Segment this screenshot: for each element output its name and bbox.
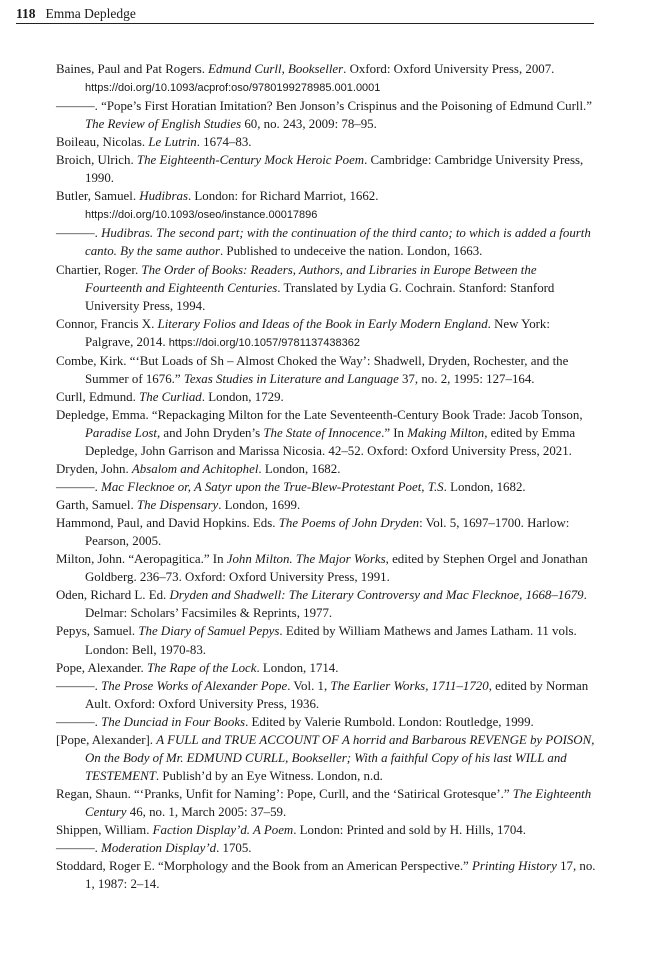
- reference-text: Milton, John. “Aeropagitica.” In: [56, 552, 227, 567]
- work-title: Paradise Lost: [85, 425, 157, 440]
- reference-text: . New York: Palgrave, 2014.: [85, 316, 550, 349]
- work-title: Printing History: [471, 859, 557, 874]
- work-title: Edmund Curll, Bookseller: [208, 62, 344, 76]
- reference-entry: [56, 857, 596, 893]
- reference-entry: [56, 60, 596, 97]
- reference-text: Broich, Ulrich.: [56, 153, 137, 168]
- work-title: The Earlier Works, 1711–1720: [330, 678, 489, 693]
- reference-text: . London, 1682.: [258, 462, 341, 477]
- page-number: 118: [16, 6, 36, 21]
- reference-text: : Vol. 5, 1697–1700. Harlow: Pearson, 2005.: [85, 516, 570, 549]
- reference-entry: [56, 677, 596, 713]
- reference-text: Hammond, Paul, and David Hopkins. Eds.: [56, 516, 279, 531]
- reference-text: Dryden, John.: [56, 462, 132, 477]
- reference-text: . Edited by William Mathews and James Latham. 11 vols. London: Bell, 1970-83.: [85, 624, 577, 657]
- reference-text: ———.: [56, 226, 102, 241]
- reference-text: ———.: [56, 714, 102, 729]
- bibliography-list: [56, 60, 596, 893]
- work-title: The Dunciad in Four Books: [101, 714, 246, 729]
- reference-text: . London: for Richard Marriot, 1662.: [187, 189, 379, 204]
- doi-link[interactable]: https://doi.org/10.1057/9781137438362: [168, 336, 361, 349]
- work-title: Texas Studies in Literature and Language: [183, 371, 399, 386]
- reference-text: . Translated by Lydia G. Cochrain. Stanford: Stanford University Press, 1994.: [85, 280, 555, 313]
- reference-text: Oden, Richard L. Ed.: [56, 588, 170, 603]
- work-title: The Curliad: [139, 389, 202, 404]
- reference-text: Boileau, Nicolas.: [56, 135, 149, 150]
- reference-text: Depledge, Emma. “Repackaging Milton for the Late Seventeenth-Century Book Trade: Jacob Tonson,: [56, 407, 583, 422]
- reference-text: ———.: [56, 480, 102, 495]
- reference-entry: [56, 659, 596, 677]
- work-title: Literary Folios and Ideas of the Book in Early Modern England: [157, 316, 488, 331]
- reference-entry: [56, 496, 596, 514]
- reference-text: 46, no. 1, March 2005: 37–59.: [126, 804, 287, 819]
- reference-text: . London, 1682.: [443, 480, 526, 495]
- reference-text: . Publish’d by an Eye Witness. London, n.d.: [155, 768, 383, 783]
- work-title: The Prose Works of Alexander Pope: [101, 678, 288, 693]
- reference-text: Regan, Shaun. “‘Pranks, Unfit for Naming’: Pope, Curll, and the ‘Satirical Grotesque’.”: [56, 786, 513, 801]
- work-title: John Milton. The Major Works: [226, 552, 386, 567]
- reference-text: Curll, Edmund.: [56, 389, 140, 404]
- reference-text: 17, no. 1, 1987: 2–14.: [85, 859, 596, 892]
- reference-text: Chartier, Roger.: [56, 262, 142, 277]
- reference-text: . 1705.: [216, 841, 252, 856]
- running-title: Emma Depledge: [45, 6, 136, 21]
- work-title: Le Lutrin: [148, 135, 197, 150]
- reference-entry: [56, 315, 596, 352]
- reference-text: Baines, Paul and Pat Rogers.: [56, 62, 209, 76]
- reference-text: . Oxford: Oxford University Press, 2007.: [343, 62, 555, 76]
- work-title: Hudibras. The second part; with the continuation of the third canto; to which is added a fourth canto. By the same author: [85, 226, 591, 259]
- work-title: Absalom and Achitophel: [131, 462, 259, 477]
- reference-text: . London, 1699.: [218, 498, 301, 513]
- reference-entry: [56, 550, 596, 586]
- work-title: The Eighteenth-Century Mock Heroic Poem: [136, 153, 365, 168]
- reference-entry: [56, 713, 596, 731]
- reference-text: ———.: [56, 841, 102, 856]
- work-title: Dryden and Shadwell: The Literary Controversy and Mac Flecknoe, 1668–1679: [169, 588, 584, 603]
- reference-text: . Edited by Valerie Rumbold. London: Routledge, 1999.: [245, 714, 534, 729]
- reference-entry: [56, 478, 596, 496]
- reference-entry: [56, 839, 596, 857]
- reference-entry: [56, 514, 596, 550]
- reference-entry: [56, 388, 596, 406]
- reference-entry: [56, 622, 596, 658]
- reference-text: ———.: [56, 678, 102, 693]
- reference-text: Stoddard, Roger E. “Morphology and the Book from an American Perspective.”: [56, 859, 472, 874]
- reference-entry: [56, 187, 596, 224]
- reference-entry: [56, 586, 596, 622]
- work-title: Hudibras: [139, 189, 188, 204]
- reference-text: . Published to undeceive the nation. London, 1663.: [219, 244, 483, 259]
- reference-text: [Pope, Alexander].: [56, 732, 157, 747]
- reference-text: Pepys, Samuel.: [56, 624, 139, 639]
- reference-entry: [56, 97, 596, 133]
- reference-text: . 1674–83.: [196, 135, 252, 150]
- work-title: Mac Flecknoe or, A Satyr upon the True-Blew-Protestant Poet, T.S: [101, 480, 444, 495]
- work-title: A FULL and TRUE ACCOUNT OF A horrid and Barbarous REVENGE by POISON, On the Body of Mr. EDMUND CURLL, Bookseller; With a faithful Copy of his last WILL and TESTEMENT: [85, 732, 595, 783]
- reference-text: Butler, Samuel.: [56, 189, 140, 204]
- running-header: [16, 5, 594, 24]
- reference-text: .” In: [381, 425, 408, 440]
- doi-link[interactable]: https://doi.org/10.1093/oseo/instance.00017896: [85, 209, 318, 222]
- work-title: The State of Innocence: [263, 425, 382, 440]
- reference-text: . London, 1714.: [256, 660, 339, 675]
- work-title: Moderation Display’d: [101, 841, 217, 856]
- reference-text: . Vol. 1,: [287, 678, 331, 693]
- reference-text: 60, no. 243, 2009: 78–95.: [241, 117, 377, 132]
- reference-text: . London, 1729.: [201, 389, 284, 404]
- reference-entry: [56, 261, 596, 315]
- work-title: Making Milton: [407, 425, 485, 440]
- reference-entry: [56, 151, 596, 187]
- reference-entry: [56, 785, 596, 821]
- reference-entry: [56, 133, 596, 151]
- reference-text: Shippen, William.: [56, 822, 153, 837]
- reference-text: , edited by Stephen Orgel and Jonathan Goldberg. 236–73. Oxford: Oxford University Press, 1991.: [85, 552, 588, 585]
- reference-text: , and John Dryden’s: [156, 425, 264, 440]
- reference-text: . Cambridge: Cambridge University Press, 1990.: [85, 153, 584, 186]
- work-title: The Review of English Studies: [85, 117, 242, 132]
- reference-entry: [56, 224, 596, 260]
- work-title: The Dispensary: [136, 498, 219, 513]
- reference-text: . Delmar: Scholars’ Facsimiles & Reprints, 1977.: [85, 588, 587, 621]
- reference-entry: [56, 821, 596, 839]
- reference-text: , edited by Emma Depledge, John Garrison and Marissa Nicosia. 42–52. Oxford: Oxford University Press, 2021.: [85, 425, 576, 458]
- reference-text: ———. “Pope’s First Horatian Imitation? Ben Jonson’s Crispinus and the Poisoning of Edmund Curll.”: [56, 99, 593, 114]
- doi-link[interactable]: https://doi.org/10.1093/acprof:oso/9780199278985.001.0001: [85, 82, 381, 95]
- reference-entry: [56, 460, 596, 478]
- work-title: The Diary of Samuel Pepys: [138, 624, 280, 639]
- reference-entry: [56, 731, 596, 785]
- reference-text: Combe, Kirk. “‘But Loads of Sh – Almost Choked the Way’: Shadwell, Dryden, Rochester, and the Summer of 1676.”: [56, 353, 569, 386]
- reference-text: Pope, Alexander.: [56, 660, 147, 675]
- reference-entry: [56, 406, 596, 460]
- reference-text: Connor, Francis X.: [56, 316, 158, 331]
- reference-text: Garth, Samuel.: [56, 498, 137, 513]
- work-title: Faction Display’d. A Poem: [152, 822, 294, 837]
- work-title: The Poems of John Dryden: [278, 516, 420, 531]
- work-title: The Eighteenth Century: [85, 786, 592, 819]
- work-title: The Order of Books: Readers, Authors, and Libraries in Europe Between the Fourteenth and Eighteenth Centuries: [85, 262, 537, 295]
- reference-text: 37, no. 2, 1995: 127–164.: [398, 371, 535, 386]
- work-title: The Rape of the Lock: [146, 660, 257, 675]
- reference-entry: [56, 352, 596, 388]
- reference-text: . London: Printed and sold by H. Hills, 1704.: [293, 822, 526, 837]
- reference-text: , edited by Norman Ault. Oxford: Oxford University Press, 1936.: [85, 678, 589, 711]
